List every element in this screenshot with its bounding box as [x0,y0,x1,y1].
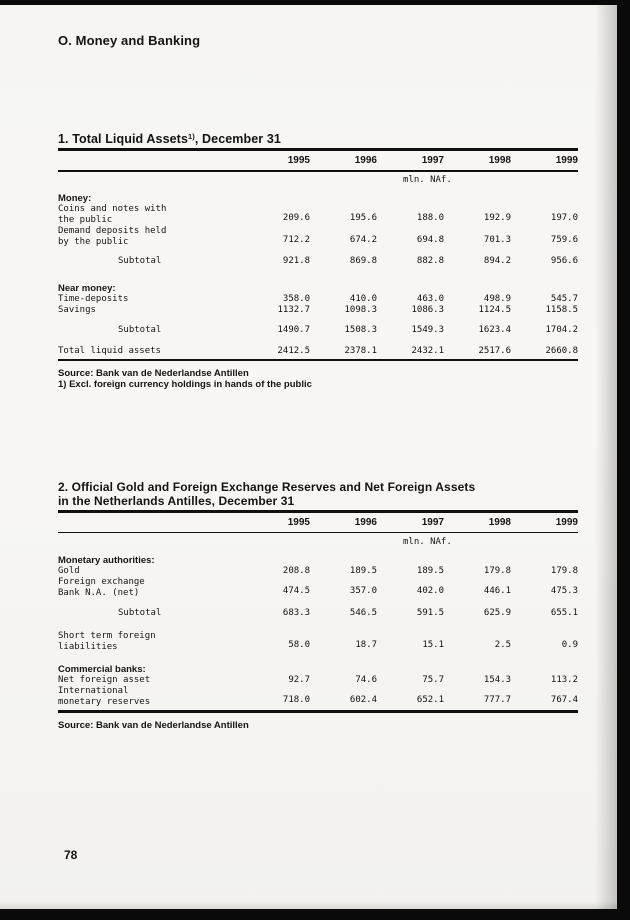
divider-thin [58,532,578,534]
cell-value: 674.2 [349,234,377,245]
cell-value: 869.8 [349,255,377,266]
unit-label: mln. NAf. [403,537,452,547]
cell-value: 1704.2 [545,324,578,335]
cell-value: 701.3 [483,234,511,245]
scan-shadow-right [595,0,617,920]
cell-value: 921.8 [282,255,310,266]
unit-label: mln. NAf. [403,174,452,185]
scan-shadow-bottom [0,901,630,909]
table-row-group [58,194,578,204]
group-label: Commercial banks: [58,664,146,675]
group-label: Monetary authorities: [58,555,155,566]
cell-value: 591.5 [416,608,444,618]
section-title: O. Money and Banking [58,33,201,48]
cell-value: 498.9 [483,293,511,304]
row-label-line: the public [58,214,113,225]
year-label: 1998 [488,155,511,166]
scan-edge-bottom [0,909,630,920]
cell-value: 2378.1 [344,345,377,356]
table1-title-suffix: , December 31 [194,132,281,146]
year-label: 1998 [488,516,511,528]
cell-value: 718.0 [282,695,310,705]
row-label-line: monetary reserves [58,697,151,707]
row-label-line: International [58,686,129,696]
cell-value: 197.0 [550,212,578,223]
cell-value: 74.6 [355,675,377,685]
row-label: Time-deposits [58,293,129,304]
cell-value: 546.5 [349,608,377,618]
cell-value: 179.8 [483,566,511,576]
table-row [58,294,578,305]
year-header-row [58,517,578,528]
year-label: 1995 [287,155,310,166]
cell-value: 956.6 [550,255,578,266]
table-row-group [58,284,578,294]
row-label [58,686,243,708]
cell-value: 410.0 [349,293,377,304]
row-label-line: by the public [58,236,129,247]
cell-value: 1132.7 [277,304,310,315]
divider-thick [58,148,578,151]
row-label-line: Bank N.A. (net) [58,588,140,598]
table-row-subtotal [58,608,578,619]
year-label: 1999 [555,516,578,528]
table-source: Source: Bank van de Nederlandse Antillen [58,368,249,379]
year-label: 1996 [354,516,377,528]
cell-value: 195.6 [349,212,377,223]
table-row [58,204,578,226]
row-label: Subtotal [118,608,162,618]
cell-value: 154.3 [483,675,511,685]
year-label: 1996 [354,155,377,166]
cell-value: 0.9 [561,640,578,650]
cell-value: 882.8 [416,255,444,266]
cell-value: 694.8 [416,234,444,245]
cell-value: 767.4 [550,695,578,705]
table-row-group [58,665,578,675]
footnote-marker: 1) [188,132,195,141]
cell-value: 189.5 [416,566,444,576]
table-row-group [58,556,578,566]
cell-value: 894.2 [483,255,511,266]
row-label-line: Demand deposits held [58,225,167,236]
cell-value: 475.3 [550,586,578,596]
cell-value: 652.1 [416,695,444,705]
cell-value: 625.9 [483,608,511,618]
group-label: Near money: [58,282,116,294]
table2-title-line2: in the Netherlands Antilles, December 31 [58,493,295,508]
row-label-line: liabilities [58,642,118,652]
table2-title-line1: 2. Official Gold and Foreign Exchange Reserves and Net Foreign Assets [58,480,476,494]
row-label: Net foreign asset [58,675,151,685]
cell-value: 1623.4 [478,324,511,335]
cell-value: 1508.3 [344,324,377,335]
table-row [58,631,578,653]
table-row-total [58,346,578,357]
year-header-row [58,155,578,166]
cell-value: 189.5 [349,566,377,576]
row-label [58,577,243,599]
row-label [58,204,243,226]
row-label: Subtotal [118,255,162,266]
cell-value: 1490.7 [277,324,310,335]
table-total-liquid-assets [58,129,578,390]
cell-value: 446.1 [483,586,511,596]
divider-thick [58,359,578,362]
cell-value: 208.8 [282,566,310,576]
year-label: 1999 [555,155,578,166]
cell-value: 1124.5 [478,304,511,315]
row-label: Savings [58,304,96,315]
cell-value: 15.1 [422,640,444,650]
cell-value: 2660.8 [545,345,578,356]
cell-value: 58.0 [288,640,310,650]
cell-value: 357.0 [349,586,377,596]
table-gold-foreign-reserves [58,481,578,731]
cell-value: 474.5 [282,586,310,596]
table2-title [58,481,578,508]
table-source: Source: Bank van de Nederlandse Antillen [58,719,249,731]
cell-value: 188.0 [416,212,444,223]
row-label [58,226,243,248]
cell-value: 1549.3 [411,324,444,335]
cell-value: 463.0 [416,293,444,304]
table-footnote: 1) Excl. foreign currency holdings in hands of the public [58,379,312,390]
cell-value: 2432.1 [411,345,444,356]
cell-value: 179.8 [550,566,578,576]
divider-thick [58,710,578,713]
row-label-line: Coins and notes with [58,203,167,214]
page-number: 78 [64,848,78,862]
cell-value: 209.6 [282,212,310,223]
year-label: 1995 [287,516,310,528]
cell-value: 2.5 [494,640,511,650]
cell-value: 402.0 [416,586,444,596]
table-row [58,305,578,316]
cell-value: 18.7 [355,640,377,650]
row-label: Gold [58,566,80,576]
table-row [58,577,578,599]
cell-value: 192.9 [483,212,511,223]
cell-value: 777.7 [483,695,511,705]
cell-value: 113.2 [550,675,578,685]
cell-value: 2517.6 [478,345,511,356]
year-label: 1997 [421,516,444,528]
divider-thin [58,170,578,172]
cell-value: 602.4 [349,695,377,705]
cell-value: 655.1 [550,608,578,618]
cell-value: 1098.3 [344,304,377,315]
table1-title-text: 1. Total Liquid Assets [58,132,188,146]
table1-title [58,129,578,147]
scan-edge-right [617,0,630,920]
cell-value: 545.7 [550,293,578,304]
group-label: Money: [58,192,92,204]
table-row [58,686,578,708]
divider-thick [58,510,578,513]
cell-value: 1158.5 [545,304,578,315]
cell-value: 712.2 [282,234,310,245]
scan-edge-top [0,0,630,5]
table-row [58,566,578,577]
cell-value: 75.7 [422,675,444,685]
row-label-line: Foreign exchange [58,577,145,587]
cell-value: 1086.3 [411,304,444,315]
row-label [58,631,243,653]
row-label: Total liquid assets [58,345,161,356]
table-row-subtotal [58,325,578,336]
cell-value: 759.6 [550,234,578,245]
cell-value: 2412.5 [277,345,310,356]
row-label-line: Short term foreign [58,631,156,641]
cell-value: 358.0 [282,293,310,304]
year-label: 1997 [421,155,444,166]
table-row [58,675,578,686]
cell-value: 92.7 [288,675,310,685]
table-row [58,226,578,248]
cell-value: 683.3 [282,608,310,618]
row-label: Subtotal [118,324,162,335]
table-row-subtotal [58,256,578,267]
